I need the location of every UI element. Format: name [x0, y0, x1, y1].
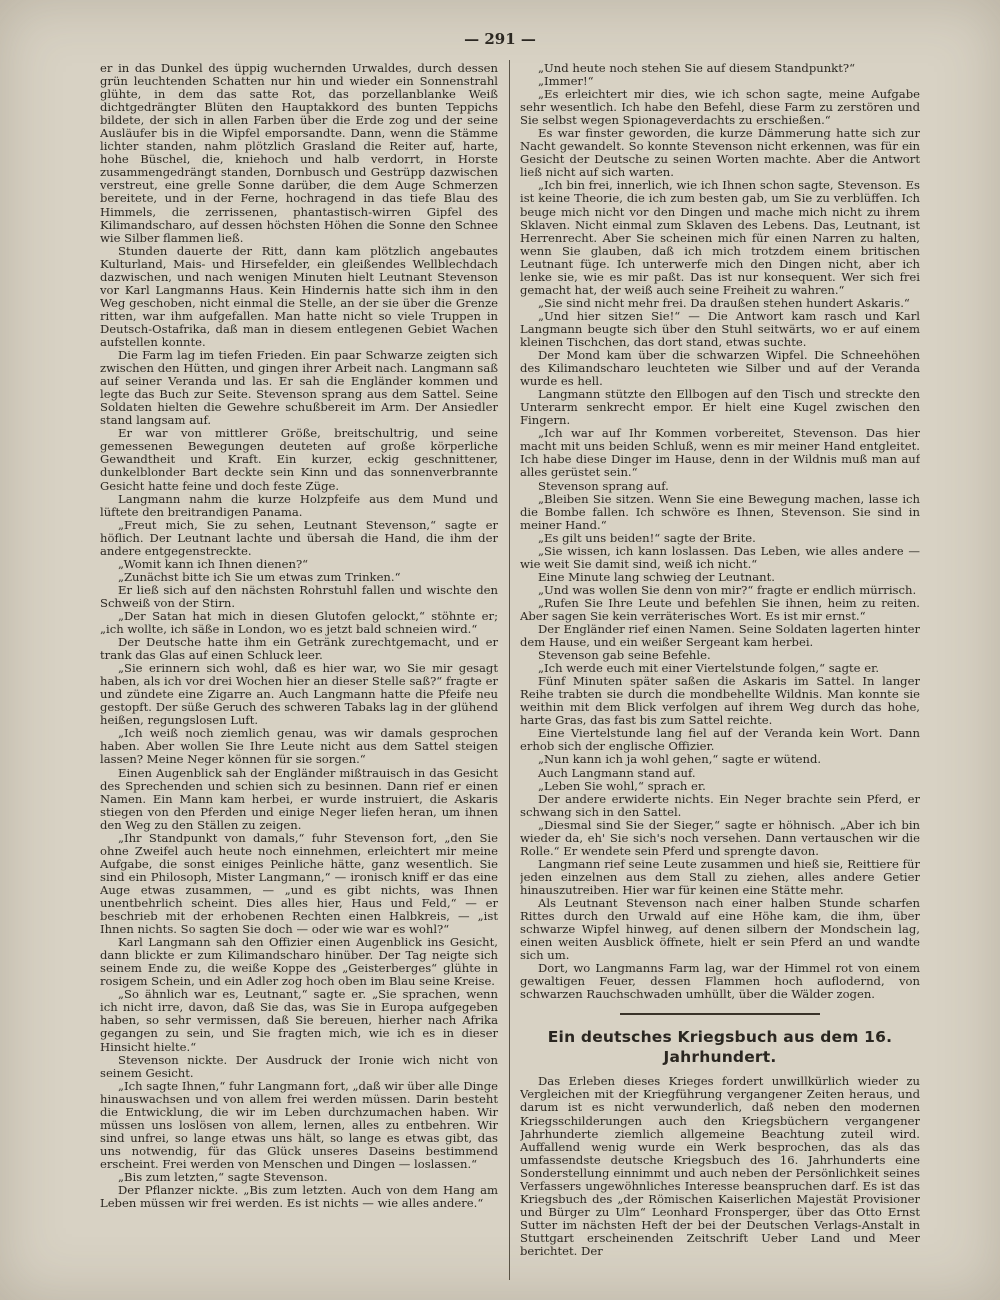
story-continuation	[520, 62, 920, 1001]
paragraph: „So ähnlich war es, Leutnant,“ sagte er. „Sie sprachen, wenn ich nicht irre, davon, daß Sie das, was Sie in Europa aufgegeben haben, so sehr vermissen, daß Sie bereuen, hierher nach Afrika gegangen zu sein, und Sie fragten mich, wie ich es in dieser Hinsicht hielte.“	[100, 987, 498, 1054]
paragraph: Er war von mittlerer Größe, breitschultrig, und seine gemessenen Bewegungen deuteten auf große körperliche Gewandtheit und Kraft. Ein kurzer, eckig geschnittener, dunkelblonder Bart deckte sein Kinn und das sonnenverbrannte Gesicht hatte feine und doch feste Züge.	[100, 426, 498, 493]
page-number: — 291 —	[464, 30, 536, 48]
paragraph: „Diesmal sind Sie der Sieger,“ sagte er höhnisch. „Aber ich bin wieder da, eh' Sie sich's noch versehen. Dann vertauschen wir die Rolle.“ Er wendete sein Pferd und sprengte davon.	[520, 817, 920, 858]
paragraph: Dort, wo Langmanns Farm lag, war der Himmel rot von einem gewaltigen Feuer, dessen Flammen hoch auflodernd, von schwarzen Rauchschwaden umhüllt, über die Wälder zogen.	[520, 961, 920, 1002]
paragraph: „Rufen Sie Ihre Leute und befehlen Sie ihnen, heim zu reiten. Aber sagen Sie kein verräterisches Wort. Es ist mir ernst.“	[520, 595, 920, 623]
paragraph: Die Farm lag im tiefen Frieden. Ein paar Schwarze zeigten sich zwischen den Hütten, und gingen ihrer Arbeit nach. Langmann saß auf seiner Veranda und las. Er sah die Engländer kommen und legte das Buch zur Seite. Stevenson sprang aus dem Sattel. Seine Soldaten hielten die Gewehre schußbereit im Arm. Der Ansiedler stand langsam auf.	[100, 348, 498, 428]
paragraph: Stevenson nickte. Der Ausdruck der Ironie wich nicht von seinem Gesicht.	[100, 1052, 498, 1080]
paragraph: „Ich weiß noch ziemlich genau, was wir damals gesprochen haben. Aber wollen Sie Ihre Leute nicht aus dem Sattel steigen lassen? Meine Neger können für sie sorgen.“	[100, 726, 498, 767]
paragraph: „Ich bin frei, innerlich, wie ich Ihnen schon sagte, Stevenson. Es ist keine Theorie, die ich zum besten gab, um Sie zu verblüffen. Ich beuge mich nicht vor den Dingen und mache mich nicht zu ihrem Sklaven. Nicht einmal zum Sklaven des Lebens. Das, Leutnant, ist Herrenrecht. Aber Sie scheinen mich für einen Narren zu halten, wenn Sie glauben, daß ich mich trotzdem einem britischen Leutnant füge. Ich unterwerfe mich den Dingen nicht, aber ich lenke sie, wie es mir paßt. Das ist nur konsequent. Wer sich frei gemacht hat, der weiß auch seine Freiheit zu wahren.“	[520, 178, 920, 297]
paragraph: Eine Viertelstunde lang fiel auf der Veranda kein Wort. Dann erhob sich der englische Offizier.	[520, 726, 920, 754]
paragraph: Als Leutnant Stevenson nach einer halben Stunde scharfen Rittes durch den Urwald auf eine Höhe kam, die ihm, über schwarze Wipfel hinweg, auf denen silbern der Mondschein lag, einen weiten Ausblick öffnete, hielt er sein Pferd an und wandte sich um.	[520, 896, 920, 963]
article-title: Ein deutsches Kriegsbuch aus dem 16. Jahrhundert.	[547, 1028, 893, 1067]
column-divider	[509, 60, 510, 1280]
left-column	[100, 62, 498, 1277]
paragraph: Karl Langmann sah den Offizier einen Augenblick ins Gesicht, dann blickte er zum Kilimandscharo hinüber. Der Tag neigte sich seinem Ende zu, die weiße Koppe des „Geisterberges“ glühte in rosigem Schein, und ein Adler zog hoch oben im Blau seine Kreise.	[100, 935, 498, 989]
paragraph: „Und was wollen Sie denn von mir?“ fragte er endlich mürrisch.	[538, 582, 917, 597]
right-column	[520, 62, 920, 1277]
paragraph: „Und heute noch stehen Sie auf diesem Standpunkt?“	[538, 62, 856, 75]
paragraph: Stevenson sprang auf.	[538, 478, 669, 493]
paragraph: „Sie wissen, ich kann loslassen. Das Leben, wie alles andere — wie weit Sie damit sind, weiß ich nicht.“	[520, 543, 920, 571]
paragraph: Fünf Minuten später saßen die Askaris im Sattel. In langer Reihe trabten sie durch die mondbehellte Wildnis. Man konnte sie weithin mit dem Blick verfolgen auf ihrem Weg durch das hohe, harte Gras, das fast bis zum Sattel reichte.	[520, 674, 920, 728]
paragraph: Langmann rief seine Leute zusammen und hieß sie, Reittiere für jeden einzelnen aus dem Stall zu ziehen, alles andere Getier hinauszutreiben. Hier war für keinen eine Stätte mehr.	[520, 856, 920, 897]
paragraph: Der Engländer rief einen Namen. Seine Soldaten lagerten hinter dem Hause, und ein weißer Sergeant kam herbei.	[520, 622, 920, 650]
paragraph: „Zunächst bitte ich Sie um etwas zum Trinken.“	[118, 569, 401, 584]
paragraph: „Und hier sitzen Sie!“ — Die Antwort kam rasch und Karl Langmann beugte sich über den Stuhl seitwärts, wo er auf einem kleinen Tischchen, das dort stand, etwas suchte.	[520, 308, 920, 349]
paragraph: „Immer!“	[538, 74, 594, 89]
paragraph: „Freut mich, Sie zu sehen, Leutnant Stevenson,“ sagte er höflich. Der Leutnant lachte und übersah die Hand, die ihm der andere entgegenstreckte.	[100, 517, 498, 558]
paragraph: „Bleiben Sie sitzen. Wenn Sie eine Bewegung machen, lasse ich die Bombe fallen. Ich schwöre es Ihnen, Stevenson. Sie sind in meiner Hand.“	[520, 491, 920, 532]
paragraph: „Es gilt uns beiden!“ sagte der Brite.	[538, 530, 756, 545]
paragraph: „Ich werde euch mit einer Viertelstunde folgen,“ sagte er.	[538, 661, 880, 676]
paragraph: „Sie sind nicht mehr frei. Da draußen stehen hundert Askaris.“	[538, 295, 910, 310]
paragraph: er in das Dunkel des üppig wuchernden Urwaldes, durch dessen grün leuchtenden Schatten nur hin und wieder ein Sonnenstrahl glühte, in dem das satte Rot, das porzellanblanke Weiß dichtgedrängter Blüten den Hauptakkord des bunten Teppichs bildete, der sich in allen Farben über die Erde zog und der seine Ausläufer bis in die Wipfel emporsandte. Dann, wenn die Stämme lichter standen, nahm plötzlich Grasland die Reiter auf, harte, hohe Büschel, die, kniehoch und halb verdorrt, in Horste zusammengedrängt standen, Dornbusch und Gestrüpp dazwischen verstreut, eine grelle Sonne darüber, die dem Auge Schmerzen bereitete, und in der Ferne, hochragend in das tiefe Blau des Himmels, die zerrissenen, phantastisch-wirren Gipfel des Kilimandscharo, auf dessen höchsten Höhen die Sonne den Schnee wie Silber flammen ließ.	[100, 62, 498, 245]
paragraph: Der andere erwiderte nichts. Ein Neger brachte sein Pferd, er schwang sich in den Sattel.	[520, 791, 920, 819]
paragraph: Eine Minute lang schwieg der Leutnant.	[538, 569, 775, 584]
article-paragraph: Das Erleben dieses Krieges fordert unwillkürlich wieder zu Vergleichen mit der Kriegführung vergangener Zeiten heraus, und darum ist es nicht verwunderlich, daß neben den modernen Kriegsschilderungen auch den Kriegsbüchern vergangener Jahrhunderte ziemlich allgemeine Beachtung zuteil wird. Auffallend wenig wurde ein Werk besprochen, das als das umfassendste deutsche Kriegsbuch des 16. Jahrhunderts eine Sonderstellung einnimmt und auch neben der Persönlichkeit seines Verfassers ungewöhnliches Interesse beanspruchen darf. Es ist das Kriegsbuch des „der Römischen Kaiserlichen Majestät Provisioner und Bürger zu Ulm“ Leonhard Fronsperger, über das Otto Ernst Sutter im nächsten Heft der bei der Deutschen Verlags-Anstalt in Stuttgart erscheinenden Zeitschrift Ueber Land und Meer berichtet. Der	[520, 1074, 920, 1258]
paragraph: Langmann nahm die kurze Holzpfeife aus dem Mund und lüftete den breitrandigen Panama.	[100, 491, 498, 519]
paragraph: „Ich war auf Ihr Kommen vorbereitet, Stevenson. Das hier macht mit uns beiden Schluß, wenn es mir meiner Hand entgleitet. Ich habe diese Dinger im Hause, denn in der Wildnis muß man auf alles gerüstet sein.“	[520, 426, 920, 480]
paragraph: „Nun kann ich ja wohl gehen,“ sagte er wütend.	[538, 752, 822, 767]
paragraph: „Sie erinnern sich wohl, daß es hier war, wo Sie mir gesagt haben, als ich vor drei Wochen hier an dieser Stelle saß?“ fragte er und zündete eine Zigarre an. Auch Langmann hatte die Pfeife neu gestopft. Der süße Geruch des schweren Tabaks lag in der glühend heißen, regungslosen Luft.	[100, 661, 498, 728]
paragraph: „Leben Sie wohl,“ sprach er.	[538, 778, 706, 793]
paragraph: „Es erleichtert mir dies, wie ich schon sagte, meine Aufgabe sehr wesentlich. Ich habe den Befehl, diese Farm zu zerstören und Sie selbst wegen Spionageverdachts zu erschießen.“	[520, 87, 920, 128]
paragraph: „Bis zum letzten,“ sagte Stevenson.	[118, 1169, 328, 1184]
paragraph: Der Deutsche hatte ihm ein Getränk zurechtgemacht, und er trank das Glas auf einen Schluck leer.	[100, 635, 498, 663]
paragraph: „Ich sagte Ihnen,“ fuhr Langmann fort, „daß wir über alle Dinge hinauswachsen und von allem frei werden müssen. Darin besteht die Entwicklung, die wir im Leben durchzumachen haben. Wir müssen uns loslösen von allem, lernen, alles zu entbehren. Wir sind unfrei, so lange etwas uns hält, so lange es etwas gibt, das uns notwendig, für das Glück unseres Daseins bestimmend erscheint. Frei werden von Menschen und Dingen — loslassen.“	[100, 1078, 498, 1171]
paragraph: Stevenson gab seine Befehle.	[538, 648, 711, 663]
paragraph: Es war finster geworden, die kurze Dämmerung hatte sich zur Nacht gewandelt. So konnte Stevenson nicht erkennen, was für ein Gesicht der Deutsche zu seinen Worten machte. Aber die Antwort ließ nicht auf sich warten.	[520, 126, 920, 180]
paragraph: Einen Augenblick sah der Engländer mißtrauisch in das Gesicht des Sprechenden und schien sich zu besinnen. Dann rief er einen Namen. Ein Mann kam herbei, er wurde instruiert, die Askaris stiegen von den Pferden und einige Neger liefen heran, um ihnen den Weg zu den Ställen zu zeigen.	[100, 765, 498, 832]
paragraph: Stunden dauerte der Ritt, dann kam plötzlich angebautes Kulturland, Mais- und Hirsefelder, ein gleißendes Wellblechdach dazwischen, und nach wenigen Minuten hielt Leutnant Stevenson vor Karl Langmanns Haus. Kein Hindernis hatte sich ihm in den Weg geschoben, nicht einmal die Stelle, an der sie über die Grenze ritten, war ihm aufgefallen. Man hatte nicht so viele Truppen in Deutsch-Ostafrika, daß man in diesem entlegenen Gebiet Wachen aufstellen konnte.	[100, 243, 498, 349]
paragraph: „Womit kann ich Ihnen dienen?“	[118, 556, 309, 571]
paragraph: Auch Langmann stand auf.	[538, 765, 696, 780]
paragraph: „Ihr Standpunkt von damals,“ fuhr Stevenson fort, „den Sie ohne Zweifel auch heute noch einnehmen, erleichtert mir meine Aufgabe, die sonst einiges Peinliche hätte, ganz wesentlich. Sie sind ein Philosoph, Mister Langmann,“ — ironisch kniff er das eine Auge etwas zusammen, — „und es gibt nichts, was Ihnen unentbehrlich scheint. Dies alles hier, Haus und Feld,“ — er beschrieb mit der erhobenen Rechten einen Halbkreis, — „ist Ihnen nichts. So sagten Sie doch — oder wie war es wohl?“	[100, 830, 498, 937]
paragraph: Der Pflanzer nickte. „Bis zum letzten. Auch von dem Hang am Leben müssen wir frei werden. Es ist nichts — wie alles andere.“	[100, 1183, 498, 1211]
paragraph: Langmann stützte den Ellbogen auf den Tisch und streckte den Unterarm senkrecht empor. Er hielt eine Kugel zwischen den Fingern.	[520, 387, 920, 428]
paragraph: Der Mond kam über die schwarzen Wipfel. Die Schneehöhen des Kilimandscharo leuchteten wie Silber und auf der Veranda wurde es hell.	[520, 348, 920, 389]
article-body	[520, 1075, 920, 1258]
paragraph: „Der Satan hat mich in diesen Glutofen gelockt,“ stöhnte er; „ich wollte, ich säße in London, wo es jetzt bald schneien wird.“	[100, 608, 498, 637]
section-divider	[620, 1013, 820, 1015]
paragraph: Er ließ sich auf den nächsten Rohrstuhl fallen und wischte den Schweiß von der Stirn.	[100, 582, 498, 610]
